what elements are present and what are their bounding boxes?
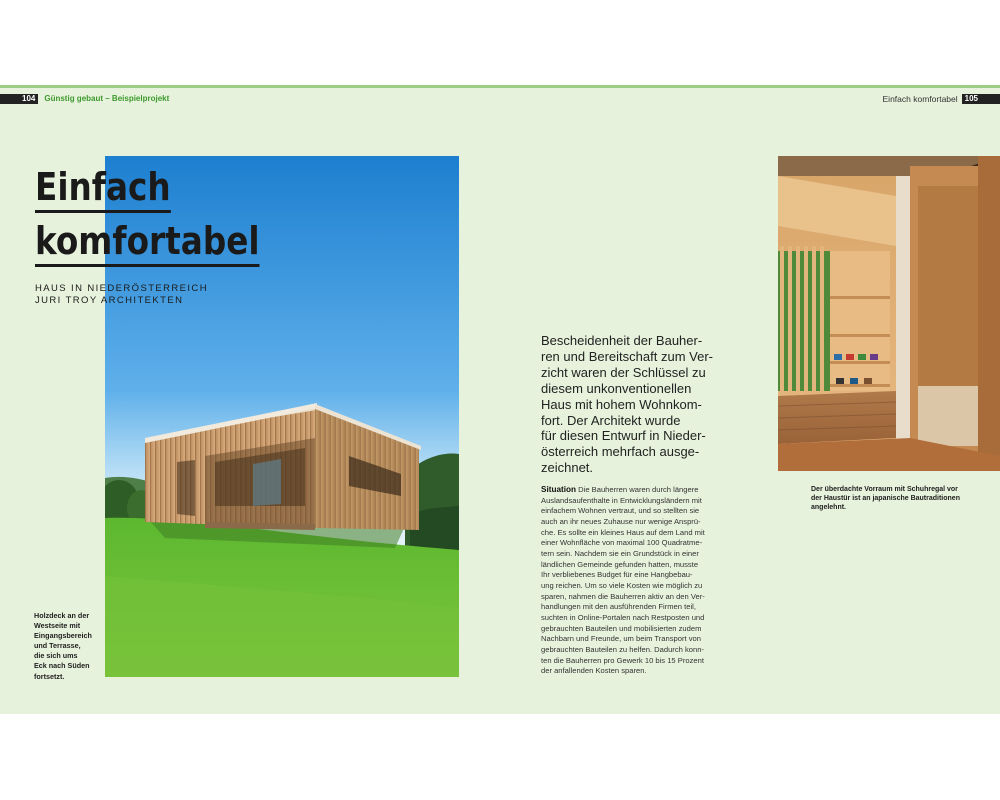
subtitle-line: JURI TROY ARCHITEKTEN: [35, 295, 184, 306]
body-line: der anfallenden Kosten sparen.: [541, 666, 647, 676]
porch-interior-photo: [778, 156, 1000, 471]
subtitle-line: HAUS IN NIEDERÖSTERREICH: [35, 283, 208, 294]
right-page-number: 105: [962, 94, 1000, 104]
body-line: handlungen mit den ausführenden Firmen teil,: [541, 602, 696, 612]
body-line: sparen, nahmen die Bauherren aktiv an den Ver-: [541, 591, 705, 601]
caption-line: fortsetzt.: [34, 671, 65, 681]
article-title: [35, 160, 260, 268]
body-line: gebrauchten Bauteilen und mobilisierten zudem: [541, 623, 702, 633]
caption-line: Eck nach Süden: [34, 661, 90, 671]
lead-line: österreich mehrfach ausge-: [541, 444, 700, 460]
title-line-2: komfortabel: [35, 219, 260, 267]
left-section-title: Günstig gebaut – Beispielprojekt: [44, 94, 170, 103]
body-line: ten die Bauherren pro Gewerk 10 bis 15 Prozent: [541, 655, 704, 665]
body-line: tern sein. Nachdem sie ein Grundstück in einer: [541, 548, 699, 558]
lead-line: Haus mit hohem Wohnkom-: [541, 396, 702, 412]
caption-line: Holzdeck an der: [34, 611, 90, 620]
body-line: che. Es sollte ein kleines Haus auf dem Land mit: [541, 527, 705, 537]
body-line: Die Bauherren waren durch längere: [578, 485, 699, 494]
lead-line: für diesen Entwurf in Nieder-: [541, 428, 706, 444]
body-heading: Situation: [541, 485, 577, 494]
lead-line: ren und Bereitschaft zum Ver-: [541, 348, 713, 364]
right-folio: [883, 94, 1000, 104]
caption-line: der Haustür ist an japanische Bautraditionen: [811, 495, 960, 503]
lead-line: Bescheidenheit der Bauher-: [541, 333, 703, 348]
body-line: Ihr verbliebenes Budget für eine Hangbebau-: [541, 570, 693, 580]
body-line: suchten in Online-Portalen nach Restposten und: [541, 612, 705, 622]
body-line: einer Wohnfläche von maximal 100 Quadratme-: [541, 538, 703, 548]
caption-line: Eingangsbereich: [34, 631, 92, 641]
left-folio: [0, 94, 169, 104]
right-running-title: Einfach komfortabel: [882, 94, 958, 104]
body-text: [541, 485, 705, 677]
caption-line: Westseite mit: [34, 621, 81, 631]
top-rule: [0, 85, 1000, 88]
caption-line: die sich ums: [34, 651, 78, 661]
lead-line: diesem unkonventionellen: [541, 380, 692, 396]
article-subtitle: [35, 283, 208, 307]
body-line: gebrauchten Bauteilen zu helfen. Dadurch konn-: [541, 644, 704, 654]
lead-line: zeichnet.: [541, 460, 594, 476]
body-line: ung reichen. Um so viele Kosten wie möglich zu: [541, 580, 703, 590]
right-photo-caption: [811, 485, 960, 513]
body-line: Nachbarn und Freunde, um beim Transport von: [541, 634, 701, 644]
caption-line: und Terrasse,: [34, 641, 81, 651]
left-page-number: 104: [0, 94, 38, 104]
body-line: einfachem Wohnen vertraut, und so stellten sie: [541, 506, 700, 516]
lead-line: zicht waren der Schlüssel zu: [541, 364, 706, 380]
lead-paragraph: [541, 333, 713, 476]
lead-line: fort. Der Architekt wurde: [541, 412, 681, 428]
body-line: auch an ihr neues Zuhause nur wenige Ansprü-: [541, 516, 701, 526]
left-photo-caption: [34, 611, 104, 682]
body-line: Auslandsaufenthalte in Entwicklungsländern mit: [541, 495, 702, 505]
caption-line: Der überdachte Vorraum mit Schuhregal vor: [811, 486, 958, 493]
body-line: ländlichen Gemeinde gefunden hatten, musste: [541, 559, 699, 569]
title-line-1: Einfach: [35, 165, 171, 213]
caption-line: angelehnt.: [811, 504, 847, 512]
